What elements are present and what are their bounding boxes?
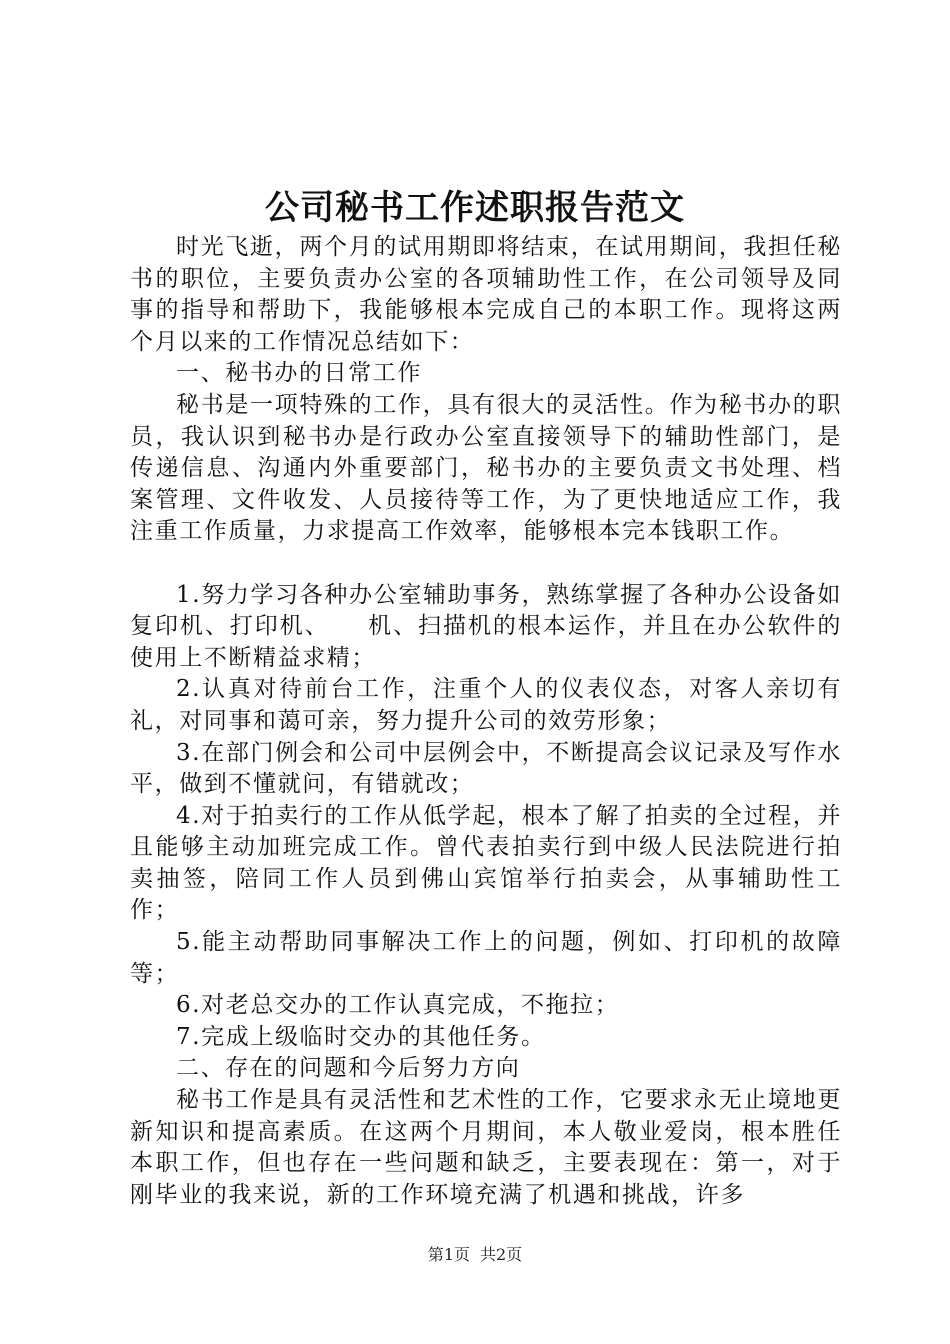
body-paragraph: 秘书工作是具有灵活性和艺术性的工作，它要求永无止境地更新知识和提高素质。在这两个月期间，本人敬业爱岗，根本胜任本职工作，但也存在一些问题和缺乏，主要表现在：第一，对于刚毕业的我来说，新的工作环境充满了机遇和挑战，许多 xyxy=(130,1087,842,1208)
body-paragraph: 秘书是一项特殊的工作，具有很大的灵活性。作为秘书办的职员，我认识到秘书办是行政办公室直接领导下的辅助性部门，是传递信息、沟通内外重要部门，秘书办的主要负责文书处理、档案管理、文件收发、人员接待等工作，为了更快地适应工作，我注重工作质量，力求提高工作效率，能够根本完本钱职工作。 xyxy=(130,391,842,545)
paragraph-spacer xyxy=(130,548,842,580)
page-footer xyxy=(0,1244,950,1266)
document-title: 公司秘书工作述职报告范文 xyxy=(265,188,685,228)
list-item-7: 7.完成上级临时交办的其他任务。 xyxy=(176,1023,546,1050)
page-total: 共2页 xyxy=(480,1245,523,1264)
page-number: 第1页 xyxy=(427,1245,470,1264)
list-item-5: 5.能主动帮助同事解决工作上的问题，例如、打印机的故障等； xyxy=(130,929,842,987)
list-item-6: 6.对老总交办的工作认真完成，不拖拉； xyxy=(176,992,620,1019)
list-item-3: 3.在部门例会和公司中层例会中，不断提高会议记录及写作水平，做到不懂就问，有错就改； xyxy=(130,739,842,798)
list-item-2: 2.认真对待前台工作，注重个人的仪表仪态，对客人亲切有礼，对同事和蔼可亲，努力提升公司的效劳形象； xyxy=(130,676,842,734)
document-body xyxy=(130,232,842,1211)
list-item-1: 1.努力学习各种办公室辅助事务，熟练掌握了各种办公设备如复印机、打印机、 机、扫描机的根本运作，并且在办公软件的使用上不断精益求精； xyxy=(130,581,842,671)
section-heading-problems: 二、存在的问题和今后努力方向 xyxy=(176,1055,521,1082)
intro-paragraph: 时光飞逝，两个月的试用期即将结束，在试用期间，我担任秘书的职位，主要负责办公室的各项辅助性工作，在公司领导及同事的指导和帮助下，我能够根本完成自己的本职工作。现将这两个月以来的工作情况总结如下： xyxy=(130,234,842,355)
list-item-4: 4.对于拍卖行的工作从低学起，根本了解了拍卖的全过程，并且能够主动加班完成工作。曾代表拍卖行到中级人民法院进行拍卖抽签，陪同工作人员到佛山宾馆举行拍卖会，从事辅助性工作； xyxy=(130,802,842,924)
section-heading-daily-work: 一、秘书办的日常工作 xyxy=(176,360,422,387)
